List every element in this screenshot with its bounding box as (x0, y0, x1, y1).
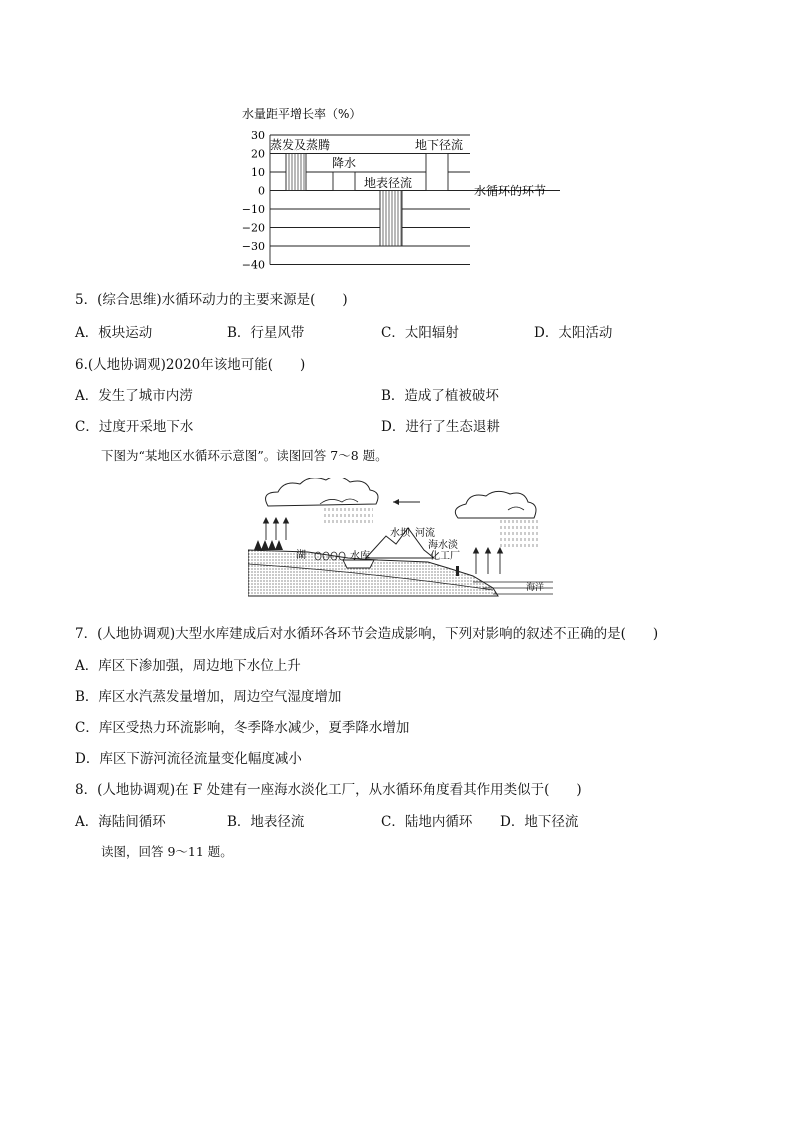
q5-option-d[interactable]: D．太阳活动 (534, 325, 613, 341)
bar-2 (333, 172, 355, 191)
right-rain-icon (500, 520, 538, 550)
q5-stem: 5．(综合思维)水循环动力的主要来源是( ) (75, 292, 348, 308)
label-dam: 水坝 (390, 528, 410, 539)
ytick-label: −30 (241, 240, 265, 253)
q8-option-b[interactable]: B．地表径流 (227, 814, 305, 830)
bar-label-ground: 地下径流 (415, 138, 464, 152)
q6-option-d[interactable]: D．进行了生态退耕 (381, 419, 500, 435)
ytick-label: 20 (251, 147, 265, 161)
q8-option-d[interactable]: D．地下径流 (500, 814, 579, 830)
ytick-label: 30 (251, 129, 265, 142)
q6-stem: 6.(人地协调观)2020年该地可能( ) (75, 357, 306, 373)
q7-option-a[interactable]: A．库区下渗加强，周边地下水位上升 (75, 658, 301, 674)
left-rain-icon (323, 506, 373, 526)
wind-arrow-icon (393, 499, 420, 505)
q6-option-b[interactable]: B．造成了植被破坏 (381, 388, 499, 404)
left-cloud-icon (266, 478, 378, 506)
q8-stem: 8．(人地协调观)在 F 处建有一座海水淡化工厂，从水循环角度看其作用类似于( ) (75, 782, 582, 798)
label-lake: 湖 (296, 550, 306, 561)
chart-ylabel: 水量距平增长率（%） (242, 107, 362, 121)
label-plant-line2: 化工厂 (430, 551, 460, 562)
anomaly-chart (230, 100, 570, 275)
q7-option-d[interactable]: D．库区下游河流径流量变化幅度减小 (75, 751, 302, 767)
q8-option-c[interactable]: C．陆地内循环 (381, 814, 473, 830)
q7-option-b[interactable]: B．库区水汽蒸发量增加，周边空气湿度增加 (75, 689, 342, 705)
q7-option-c[interactable]: C．库区受热力环流影响，冬季降水减少，夏季降水增加 (75, 720, 410, 736)
q5-option-a[interactable]: A．板块运动 (75, 325, 153, 341)
intro-7-8: 下图为“某地区水循环示意图”。读图回答 7～8 题。 (101, 448, 388, 463)
q6-option-c[interactable]: C．过度开采地下水 (75, 419, 194, 435)
right-cloud-icon (455, 491, 536, 518)
water-cycle-diagram (248, 478, 553, 603)
chart-ytick-labels (242, 129, 265, 272)
q7-stem: 7．(人地协调观)大型水库建成后对水循环各环节会造成影响，下列对影响的叙述不正确的是( ) (75, 626, 659, 642)
q5-option-b[interactable]: B．行星风带 (227, 325, 305, 341)
bar-4 (426, 154, 448, 191)
ytick-label: −20 (241, 221, 265, 235)
q8-option-a[interactable]: A．海陆间循环 (75, 814, 166, 830)
ytick-label: −10 (241, 203, 265, 216)
bar-label-evap: 蒸发及蒸腾 (270, 138, 331, 152)
label-ocean: 海洋 (526, 583, 545, 593)
factory-icon (456, 566, 459, 576)
label-plant-line1: 海水淡 (428, 540, 458, 551)
label-river: 河流 (415, 528, 435, 539)
ytick-label: 10 (251, 166, 265, 179)
q5-option-c[interactable]: C．太阳辐射 (381, 325, 459, 341)
bar-label-precip: 降水 (332, 156, 357, 170)
bar-label-surface: 地表径流 (364, 176, 413, 190)
ytick-label: −40 (241, 258, 265, 272)
intro-9-11: 读图，回答 9～11 题。 (101, 844, 233, 859)
ytick-label: 0 (258, 184, 265, 198)
chart-bars (286, 154, 448, 247)
label-reservoir: 水库 (350, 551, 370, 562)
q6-option-a[interactable]: A．发生了城市内涝 (75, 388, 193, 404)
chart-xlabel: 水循环的环节 (474, 184, 547, 198)
forest-icon (254, 540, 283, 550)
chart-gridlines (270, 135, 560, 265)
